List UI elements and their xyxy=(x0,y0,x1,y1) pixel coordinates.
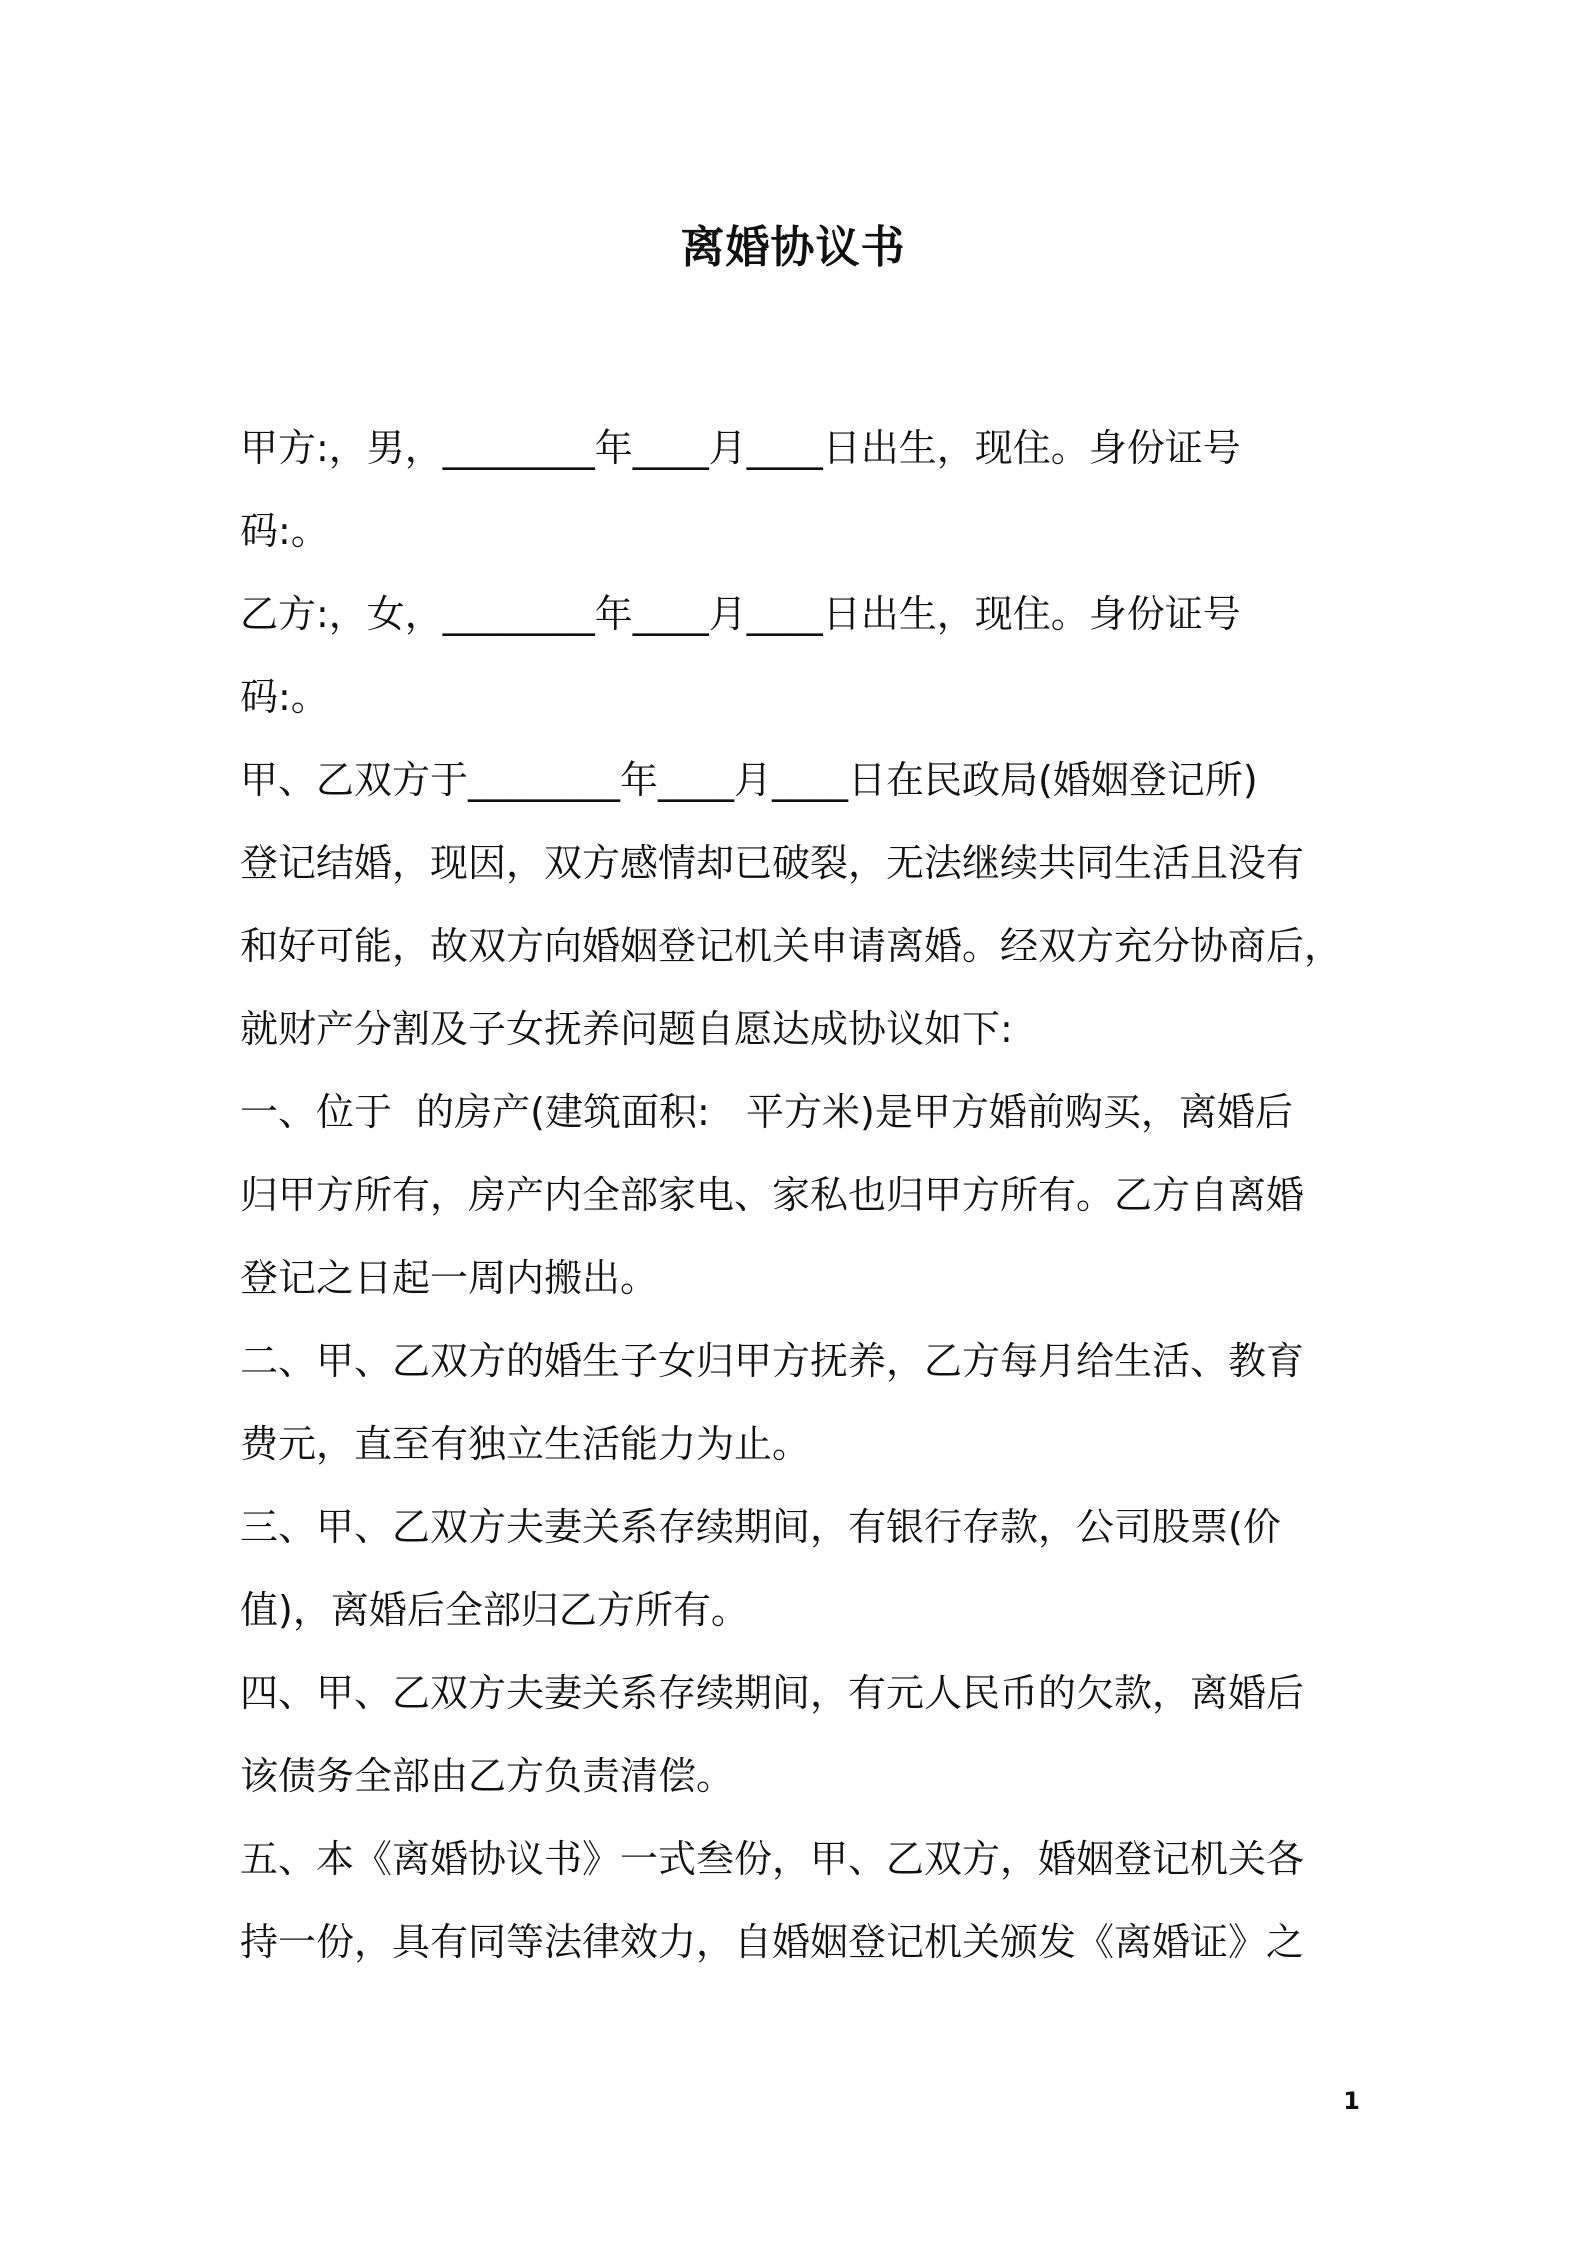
text-line: 该债务全部由乙方负责清偿。 xyxy=(240,1754,735,1798)
paragraph-party-a xyxy=(240,407,1360,573)
paragraph-clause-4 xyxy=(240,1652,1360,1818)
text-line: 登记之日起一周内搬出。 xyxy=(240,1256,659,1300)
paragraph-preamble xyxy=(240,739,1360,1071)
paragraph-clause-5 xyxy=(240,1818,1360,1984)
text-line: 费元，直至有独立生活能力为止。 xyxy=(240,1422,811,1466)
text-line: 归甲方所有，房产内全部家电、家私也归甲方所有。乙方自离婚 xyxy=(240,1173,1305,1217)
document-title: 离婚协议书 xyxy=(680,222,906,273)
text-line: 乙方:，女，________年____月____日出生，现住。身份证号 xyxy=(240,592,1241,636)
text-line: 甲、乙双方于________年____月____日在民政局(婚姻登记所) xyxy=(240,758,1258,802)
text-line: 四、甲、乙双方夫妻关系存续期间，有元人民币的欠款，离婚后 xyxy=(240,1671,1305,1715)
text-line: 五、本《离婚协议书》一式叁份，甲、乙双方，婚姻登记机关各 xyxy=(240,1837,1305,1881)
text-line: 二、甲、乙双方的婚生子女归甲方抚养，乙方每月给生活、教育 xyxy=(240,1339,1305,1383)
text-line: 登记结婚，现因，双方感情却已破裂，无法继续共同生活且没有 xyxy=(240,841,1305,885)
paragraph-party-b xyxy=(240,573,1360,739)
paragraph-clause-1 xyxy=(240,1071,1360,1320)
text-line: 持一份，具有同等法律效力，自婚姻登记机关颁发《离婚证》之 xyxy=(240,1920,1305,1964)
text-line: 和好可能，故双方向婚姻登记机关申请离婚。经双方充分协商后， xyxy=(240,924,1343,968)
text-line: 三、甲、乙双方夫妻关系存续期间，有银行存款，公司股票(价 xyxy=(240,1505,1281,1549)
text-line: 码:。 xyxy=(240,675,329,719)
text-line: 甲方:，男，________年____月____日出生，现住。身份证号 xyxy=(240,426,1241,470)
paragraph-clause-3 xyxy=(240,1486,1360,1652)
text-line: 一、位于 的房产(建筑面积: 平方米)是甲方婚前购买，离婚后 xyxy=(240,1090,1293,1134)
text-line: 码:。 xyxy=(240,509,329,553)
page-number: 1 xyxy=(1343,2087,1360,2115)
paragraph-clause-2 xyxy=(240,1320,1360,1486)
text-line: 值)，离婚后全部归乙方所有。 xyxy=(240,1588,749,1632)
text-line: 就财产分割及子女抚养问题自愿达成协议如下: xyxy=(240,1007,1013,1051)
document-body xyxy=(240,407,1360,1984)
